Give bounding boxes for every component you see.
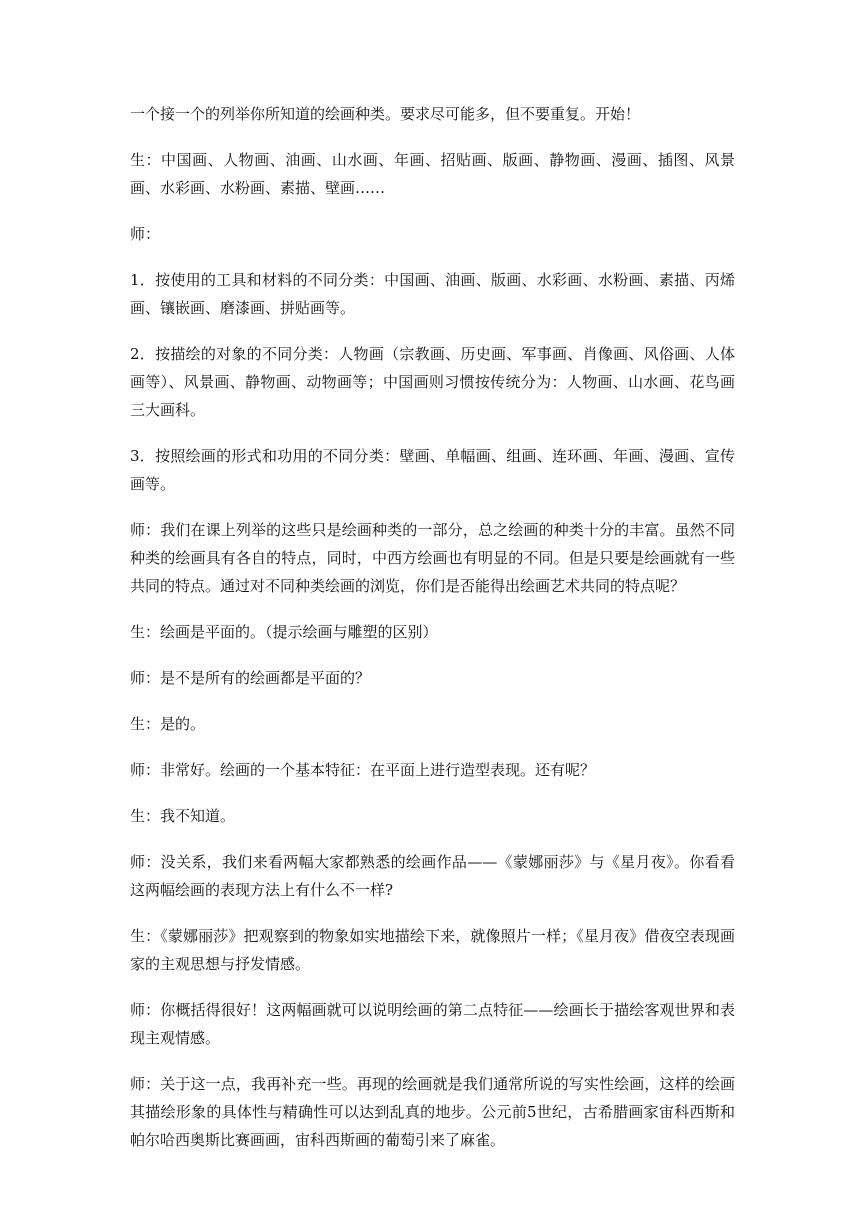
paragraph-teacher-feature-2: 师：你概括得很好！这两幅画就可以说明绘画的第二点特征——绘画长于描绘客观世界和表现主观情感。 bbox=[130, 1001, 735, 1047]
paragraph-prompt: 一个接一个的列举你所知道的绘画种类。要求尽可能多，但不要重复。开始！ bbox=[130, 105, 641, 123]
document-body bbox=[130, 100, 735, 1172]
paragraph-student-comparison: 生：《蒙娜丽莎》把观察到的物象如实地描绘下来，就像照片一样；《星月夜》借夜空表现画家的主观思想与抒发情感。 bbox=[130, 927, 735, 973]
paragraph-teacher-summary: 师：我们在课上列举的这些只是绘画种类的一部分，总之绘画的种类十分的丰富。虽然不同种类的绘画具有各自的特点，同时，中西方绘画也有明显的不同。但是只要是绘画就有一些共同的特点。通过对不同种类绘画的浏览，你们是否能得出绘画艺术共同的特点呢？ bbox=[130, 521, 735, 595]
paragraph-student-flat: 生：绘画是平面的。（提示绘画与雕塑的区别） bbox=[130, 623, 438, 641]
paragraph-student-answer: 生：中国画、人物画、油画、山水画、年画、招贴画、版画、静物画、漫画、插图、风景画、水彩画、水粉画、素描、壁画…… bbox=[130, 151, 735, 197]
paragraph-teacher-supplement: 师：关于这一点，我再补充一些。再现的绘画就是我们通常所说的写实性绘画，这样的绘画其描绘形象的具体性与精确性可以达到乱真的地步。公元前5世纪，古希腊画家宙科西斯和帕尔哈西奥斯比赛画画，宙科西斯画的葡萄引来了麻雀。 bbox=[130, 1075, 735, 1149]
paragraph-teacher-question: 师：是不是所有的绘画都是平面的？ bbox=[130, 669, 371, 687]
paragraph-classification-3: 3．按照绘画的形式和功用的不同分类：壁画、单幅画、组画、连环画、年画、漫画、宣传画等。 bbox=[130, 447, 735, 493]
paragraph-teacher-feature-1: 师：非常好。绘画的一个基本特征：在平面上进行造型表现。还有呢？ bbox=[130, 761, 596, 779]
paragraph-classification-2: 2．按描绘的对象的不同分类：人物画（宗教画、历史画、军事画、肖像画、风俗画、人体画等）、风景画、静物画、动物画等；中国画则习惯按传统分为：人物画、山水画、花鸟画三大画科。 bbox=[130, 345, 735, 419]
paragraph-student-yes: 生：是的。 bbox=[130, 715, 206, 733]
paragraph-student-unknown: 生：我不知道。 bbox=[130, 807, 236, 825]
paragraph-classification-1: 1．按使用的工具和材料的不同分类：中国画、油画、版画、水彩画、水粉画、素描、丙烯画、镶嵌画、磨漆画、拼贴画等。 bbox=[130, 271, 735, 317]
paragraph-teacher-label: 师： bbox=[130, 225, 161, 243]
paragraph-teacher-artworks: 师：没关系，我们来看两幅大家都熟悉的绘画作品——《蒙娜丽莎》与《星月夜》。你看看这两幅绘画的表现方法上有什么不一样? bbox=[130, 853, 735, 899]
